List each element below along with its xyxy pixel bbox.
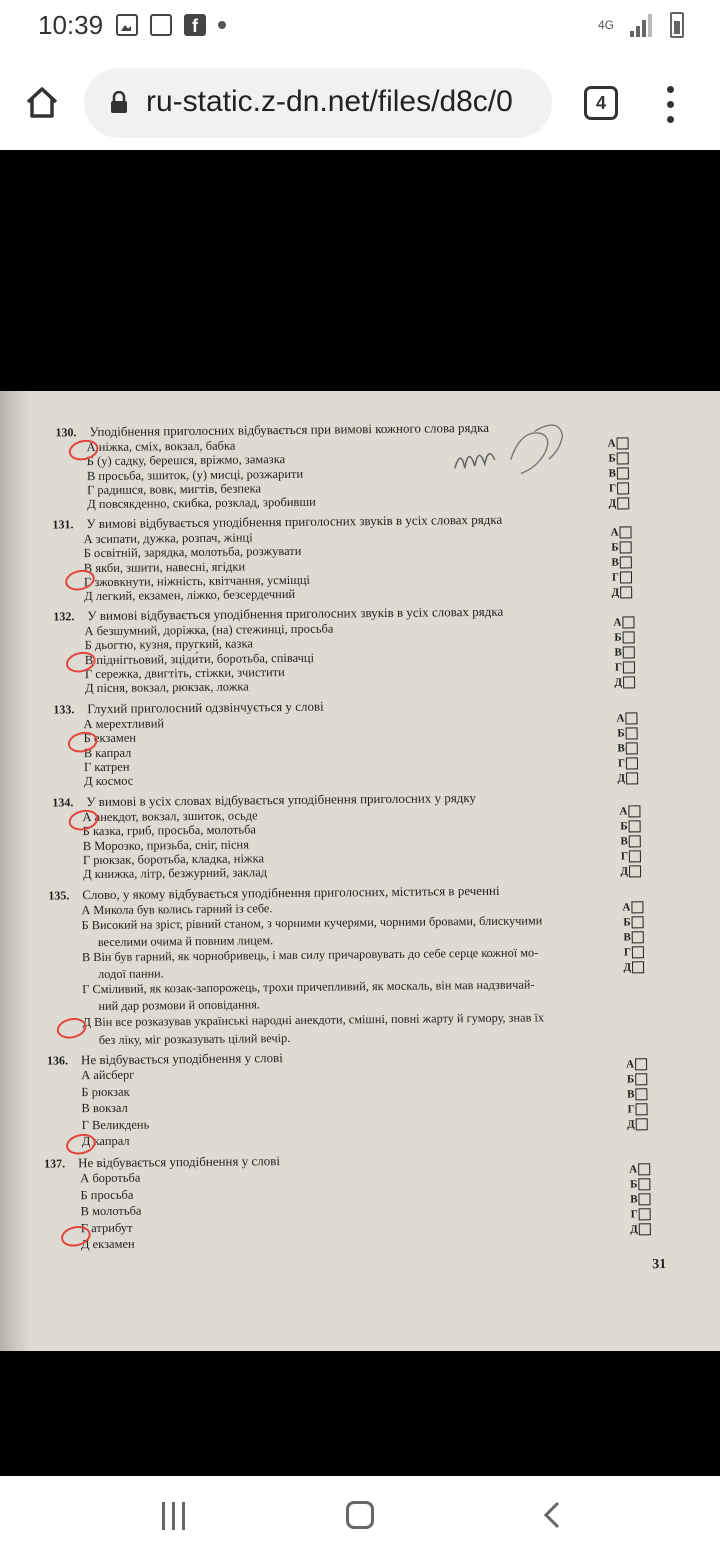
answer-checkbox <box>620 541 632 553</box>
answer-grid <box>617 1056 648 1131</box>
answer-checkbox <box>617 482 629 494</box>
question-number: 131. <box>52 517 74 532</box>
notification-icons <box>116 14 226 36</box>
answer-box-letter: Д <box>627 1117 635 1130</box>
answer-box-row <box>621 1221 651 1236</box>
textbook-photo <box>0 391 720 1351</box>
question-number: 130. <box>55 425 77 440</box>
question-text: У вимові відбувається уподібнення приголосних звуків в усіх словах рядка <box>86 511 503 532</box>
question-number: 136. <box>46 1053 69 1068</box>
answer-grid <box>613 899 644 974</box>
answer-box-row <box>599 465 629 480</box>
overflow-menu-icon[interactable] <box>660 86 680 126</box>
answer-option: В підніґтьовий, зціди́ти, боротьба, співачці <box>84 650 315 668</box>
lock-icon[interactable] <box>110 91 128 113</box>
answer-option: Г катрен <box>83 759 130 775</box>
question-text: Уподібнення приголосних відбувається при вимові кожного слова рядка <box>89 419 490 440</box>
answer-checkbox <box>620 571 632 583</box>
answer-box-row <box>608 725 638 740</box>
answer-box-letter: Б <box>614 631 622 644</box>
answer-option: лодої панни. <box>98 966 164 982</box>
answer-option: А айсберг <box>81 1067 135 1083</box>
answer-option: Г радишся, вовк, мигтів, безпека <box>86 481 262 498</box>
url-text[interactable]: ru-static.z-dn.net/files/d8c/0 <box>146 85 513 118</box>
answer-box-letter: Б <box>608 452 616 465</box>
question-text: Не відбувається уподібнення у слові <box>80 1050 283 1068</box>
answer-box-row <box>617 1071 647 1086</box>
answer-box-row <box>614 914 644 929</box>
answer-option: Д капрал <box>81 1133 130 1149</box>
answer-box-letter: А <box>626 1057 635 1070</box>
answer-box-row <box>611 848 641 863</box>
answer-option: А безшумний, доріжка, (на) стежинці, просьба <box>84 621 334 639</box>
answer-option: А анекдот, вокзал, зшиток, осьде <box>82 808 258 825</box>
facebook-icon: f <box>184 14 206 36</box>
answer-option: Д пісня, вокзал, рюкзак, ложка <box>85 679 249 696</box>
answer-box-letter: В <box>614 646 622 659</box>
answer-box-row <box>599 495 629 510</box>
answer-box-row <box>604 614 634 629</box>
answer-box-row <box>605 644 635 659</box>
answer-box-letter: А <box>610 526 619 539</box>
back-icon[interactable] <box>540 1501 564 1529</box>
answer-option: веселими очима й повним лицем. <box>97 933 274 950</box>
answer-checkbox <box>623 676 635 688</box>
answer-option: Д космос <box>84 773 134 789</box>
answer-box-row <box>614 959 644 974</box>
answer-box-letter: Б <box>617 726 625 740</box>
answer-checkbox <box>619 526 631 538</box>
answer-box-letter: В <box>623 930 631 944</box>
answer-option: В капрал <box>83 745 132 761</box>
answer-checkbox <box>635 1058 647 1070</box>
answer-checkbox <box>617 437 629 449</box>
question-number: 133. <box>53 702 75 717</box>
answer-checkbox <box>632 916 644 928</box>
answer-option: В Він був гарний, як чорнобривець, і мав силу причаровувать до себе серце кожної мо- <box>81 945 539 965</box>
answer-grid <box>607 710 638 785</box>
answer-box-row <box>613 899 643 914</box>
answer-box-letter: Д <box>614 676 623 689</box>
answer-checkbox <box>629 820 641 832</box>
answer-box-letter: А <box>613 616 622 629</box>
answer-option: Г сережка, двигтіть, стіжки, зчистити <box>84 665 285 682</box>
answer-option: В якби, зшити, навесні, ягідки <box>83 559 246 576</box>
answer-option: А ніжка, сміх, вокзал, бабка <box>86 438 236 455</box>
answer-box-letter: В <box>620 834 628 848</box>
question-number: 134. <box>52 795 74 810</box>
answer-checkbox <box>635 1073 647 1085</box>
answer-box-row <box>607 710 637 725</box>
answer-box-letter: В <box>608 467 616 480</box>
answer-checkbox <box>617 467 629 479</box>
answer-checkbox <box>620 586 632 598</box>
answer-option: Б освітній, зарядка, молотьба, розжувати <box>83 543 302 561</box>
answer-box-row <box>608 740 638 755</box>
answer-box-letter: А <box>616 711 625 725</box>
answer-box-row <box>614 944 644 959</box>
textbook-page <box>0 391 720 1351</box>
answer-box-row <box>602 569 632 584</box>
gallery-icon <box>150 14 172 36</box>
answer-box-row <box>608 770 638 785</box>
answer-checkbox <box>635 1088 647 1100</box>
answer-checkbox <box>626 757 638 769</box>
answer-option: Б дьогтю, кузня, пругкий, казка <box>84 636 253 653</box>
answer-grid <box>604 614 635 689</box>
answer-box-letter: Д <box>617 771 626 785</box>
answer-box-letter: Б <box>620 819 628 833</box>
answer-checkbox <box>629 850 641 862</box>
answer-option: В вокзал <box>81 1100 128 1116</box>
answer-checkbox <box>628 805 640 817</box>
answer-checkbox <box>636 1118 648 1130</box>
answer-checkbox <box>623 631 635 643</box>
answer-box-letter: Д <box>623 960 632 974</box>
answer-box-letter: Г <box>608 482 617 495</box>
answer-option: А зсипати, дужка, розпач, жінці <box>83 530 253 547</box>
answer-checkbox <box>622 616 634 628</box>
answer-checkbox <box>620 556 632 568</box>
answer-checkbox <box>617 452 629 464</box>
status-time: 10:39 <box>38 10 104 40</box>
answer-box-letter: Г <box>627 1102 635 1115</box>
answer-option: Б казка, гриб, просьба, молотьба <box>82 822 257 839</box>
network-type: 4G <box>597 18 614 32</box>
answer-option: Г Великдень <box>81 1117 150 1133</box>
answer-box-row <box>605 674 635 689</box>
answer-box-letter: Г <box>617 756 625 770</box>
answer-checkbox <box>625 712 637 724</box>
answer-option: Б рюкзак <box>81 1084 130 1100</box>
system-icons <box>598 12 684 38</box>
answer-box-letter: Д <box>608 497 617 510</box>
answer-option: Г рюкзак, боротьба, кладка, ніжка <box>82 851 265 868</box>
answer-box-row <box>611 818 641 833</box>
answer-box-letter: В <box>630 1192 638 1205</box>
answer-box-row <box>617 1101 647 1116</box>
answer-box-letter: Г <box>611 571 620 584</box>
answer-checkbox <box>632 946 644 958</box>
signal-icon <box>630 13 654 37</box>
question-text: Глухий приголосний одзвінчується у слові <box>87 698 324 717</box>
question-text: У вимові в усіх словах відбувається уподібнення приголосних у рядку <box>86 790 477 810</box>
answer-box-row <box>605 659 635 674</box>
answer-box-row <box>621 1206 651 1221</box>
tab-switcher-button[interactable]: 4 <box>584 86 618 120</box>
answer-checkbox <box>623 646 635 658</box>
question-text: Слово, у якому відбувається уподібнення приголосних, міститься в реченні <box>82 882 500 903</box>
dot-icon <box>218 21 226 29</box>
answer-box-row <box>599 450 629 465</box>
answer-box-row <box>617 1056 647 1071</box>
answer-option: Д повсякденно, скибка, розклад, зробивши <box>87 494 316 512</box>
answer-option: ний дар розмови й оповідання. <box>98 997 261 1014</box>
battery-icon <box>670 12 684 38</box>
answer-box-letter: Б <box>626 1072 635 1085</box>
answer-box-row <box>611 833 641 848</box>
answer-grid <box>610 803 641 878</box>
question-text: Не відбувається уподібнення у слові <box>78 1153 281 1171</box>
answer-box-letter: А <box>622 900 631 914</box>
answer-checkbox <box>626 727 638 739</box>
answer-box-letter: Г <box>623 945 631 958</box>
answer-checkbox <box>629 835 641 847</box>
answer-option: Д Він все розказував українські народні анекдоти, смішні, повні жарту й гумору, знав їх <box>82 1010 545 1030</box>
answer-option: Б екзамен <box>83 730 137 746</box>
answer-checkbox <box>638 1178 650 1190</box>
answer-checkbox <box>632 961 644 973</box>
answer-box-letter: Г <box>630 1207 638 1220</box>
answer-option: А боротьба <box>80 1170 141 1186</box>
answer-option: Д екзамен <box>80 1236 135 1252</box>
answer-box-row <box>611 863 641 878</box>
recents-icon[interactable] <box>160 1502 190 1532</box>
answer-checkbox <box>629 865 641 877</box>
answer-box-row <box>599 435 629 450</box>
answer-box-row <box>599 480 629 495</box>
answer-box-row <box>605 629 635 644</box>
answer-checkbox <box>639 1208 651 1220</box>
answer-grid <box>599 435 630 510</box>
question-number: 137. <box>44 1156 66 1171</box>
answer-box-letter: В <box>626 1087 635 1100</box>
answer-box-row <box>601 524 631 539</box>
answer-checkbox <box>632 931 644 943</box>
answer-box-letter: Д <box>611 586 620 599</box>
answer-box-row <box>602 554 632 569</box>
answer-checkbox <box>626 772 638 784</box>
answer-option: Д легкий, екзамен, ліжко, безсердечний <box>84 586 296 604</box>
answer-box-letter: Б <box>629 1177 638 1190</box>
answer-option: А Микола був колись гарний із себе. <box>81 901 273 918</box>
answer-option: Б (у) садку, берешся, вріжмо, замазка <box>86 452 286 469</box>
answer-checkbox <box>638 1163 650 1175</box>
answer-option: А мерехтливий <box>83 716 165 732</box>
answer-checkbox <box>631 901 643 913</box>
answer-box-letter: Г <box>614 661 622 674</box>
answer-option: В просьба, зшиток, (у) мисці, розжарити <box>86 466 304 484</box>
answer-box-row <box>618 1116 648 1131</box>
answer-box-letter: Г <box>620 849 628 863</box>
answer-checkbox <box>617 497 629 509</box>
answer-option: без ліку, міг розказувать цілий вечір. <box>98 1030 291 1048</box>
answer-box-letter: В <box>611 556 619 569</box>
answer-checkbox <box>639 1223 651 1235</box>
answer-box-row <box>617 1086 647 1101</box>
answer-checkbox <box>623 661 635 673</box>
answer-checkbox <box>635 1103 647 1115</box>
image-icon <box>116 14 138 36</box>
nav-home-icon[interactable] <box>346 1501 374 1529</box>
answer-option: Г Сміливий, як козак-запорожець, трохи причепливий, як москаль, він мав надзвичай- <box>82 977 535 997</box>
home-icon[interactable] <box>24 84 60 120</box>
answer-option: В Морозко, призьба, сніг, пісня <box>82 837 249 854</box>
question-text: У вимові відбувається уподібнення приголосних звуків в усіх словах рядка <box>87 603 504 624</box>
question-number: 135. <box>48 888 70 903</box>
answer-box-letter: А <box>607 437 616 450</box>
answer-box-row <box>620 1176 650 1191</box>
answer-option: Г атрибут <box>80 1220 133 1236</box>
answer-option: Д книжка, літр, безжурний, заклад <box>82 865 268 882</box>
answer-box-letter: Б <box>611 541 619 554</box>
answer-option: Б Високий на зріст, рівний станом, з чорними кучерями, чорними бровами, блискучими <box>81 913 543 933</box>
status-bar <box>0 0 720 52</box>
answer-option: В молотьба <box>80 1203 142 1219</box>
answer-box-row <box>614 929 644 944</box>
answer-box-row <box>602 584 632 599</box>
answer-checkbox <box>638 1193 650 1205</box>
answer-box-row <box>620 1161 650 1176</box>
answer-box-letter: Д <box>620 864 629 878</box>
answer-box-row <box>602 539 632 554</box>
answer-box-row <box>610 803 640 818</box>
answer-box-row <box>608 755 638 770</box>
question-number: 132. <box>53 609 75 624</box>
page-number: 31 <box>652 1257 667 1273</box>
answer-box-letter: Б <box>623 915 631 929</box>
answer-option: Б просьба <box>80 1187 134 1203</box>
answer-box-row <box>620 1191 650 1206</box>
answer-box-letter: Д <box>630 1222 638 1235</box>
answer-checkbox <box>626 742 638 754</box>
answer-box-letter: А <box>619 804 628 818</box>
answer-grid <box>620 1161 651 1236</box>
answer-box-letter: В <box>617 741 625 755</box>
answer-grid <box>601 524 632 599</box>
answer-box-letter: А <box>629 1162 638 1175</box>
answer-option: Г зжовкнути, ніжність, квітчання, усміщці <box>83 572 311 590</box>
